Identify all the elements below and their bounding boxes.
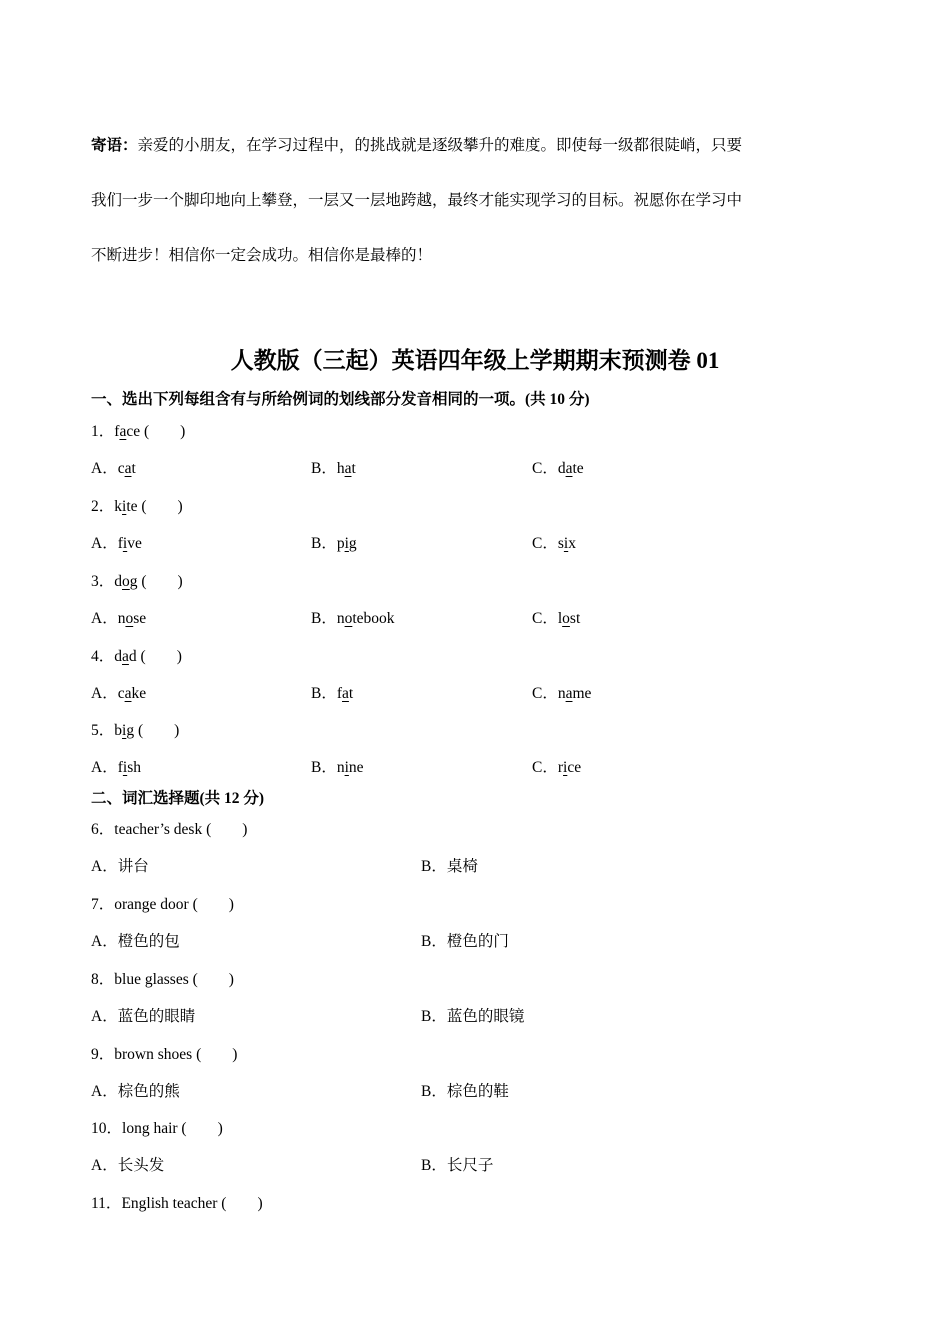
intro-line-1 [91,133,742,155]
underlined-letter: a [565,685,573,702]
word-part: ke [131,685,147,702]
q10-option-b[interactable] [421,1153,493,1175]
underlined-letter: i [122,498,127,515]
word-part: f [114,423,120,440]
word-part: b [114,722,123,739]
word-part: f [117,759,123,776]
word-part: f [117,535,123,552]
option-letter: C． [532,535,558,552]
question-number: 2． [91,498,115,515]
q5-option-b[interactable] [311,755,364,777]
word-part: d [114,573,123,590]
question-number: 6． [91,821,115,838]
word-part: t [131,460,136,477]
question-number: 9． [91,1046,115,1063]
question-5 [91,718,179,740]
question-text: long hair [122,1120,178,1137]
q1-option-c[interactable] [532,456,584,478]
section-1-heading: 一、选出下列每组含有与所给例词的划线部分发音相同的一项。(共 10 分) [91,391,590,408]
word-part: t [348,685,354,702]
question-number: 8． [91,971,115,988]
word-part: r [557,759,564,776]
word-part: t [351,460,356,477]
q9-option-a[interactable] [91,1079,180,1101]
underlined-letter: o [122,573,130,590]
word-part: d [128,648,137,665]
underlined-letter: a [342,685,349,702]
word-part: te [572,460,584,477]
question-text: teacher’s desk [114,821,203,838]
option-letter: B． [421,1083,447,1100]
option-letter: B． [421,933,447,950]
answer-blank[interactable]: ( ) [141,498,183,515]
question-number: 3． [91,573,115,590]
q8-option-b[interactable] [421,1004,524,1026]
q6-option-b[interactable] [421,854,478,876]
option-text: 蓝色的眼睛 [117,1008,196,1025]
intro-label: 寄语： [91,137,138,154]
option-letter: B． [421,1157,447,1174]
answer-blank[interactable]: ( ) [221,1195,263,1212]
word-part: g [348,535,357,552]
q5-option-c[interactable] [532,755,581,777]
q2-option-b[interactable] [311,531,357,553]
word-part: c [117,685,125,702]
word-part: p [336,535,345,552]
q8-option-a[interactable] [91,1004,195,1026]
q5-option-a[interactable] [91,755,141,777]
answer-blank[interactable]: ( ) [181,1120,223,1137]
underlined-letter: i [563,535,569,552]
word-part: d [557,460,566,477]
question-8 [91,967,234,989]
option-letter: C． [532,759,558,776]
answer-blank[interactable]: ( ) [206,821,248,838]
intro-text-1: 亲爱的小朋友，在学习过程中，的挑战就是逐级攀升的难度。即使每一级都很陡峭，只要 [137,137,743,154]
underlined-letter: i [122,759,128,776]
q1-option-a[interactable] [91,456,136,478]
option-letter: C． [532,460,558,477]
option-letter: A． [91,685,118,702]
q4-option-c[interactable] [532,681,591,703]
option-letter: A． [91,535,118,552]
option-text: 长头发 [117,1157,165,1174]
option-letter: A． [91,1083,118,1100]
word-part: s [557,535,564,552]
section-2-heading: 二、词汇选择题(共 12 分) [91,790,265,807]
underlined-letter: o [125,610,134,627]
underlined-letter: a [124,460,132,477]
q1-option-b[interactable] [311,456,356,478]
q4-option-a[interactable] [91,681,146,703]
word-part: me [572,685,592,702]
word-part: g [126,722,135,739]
page-title: 人教版（三起）英语四年级上学期期末预测卷 01 [230,348,720,373]
option-letter: C． [532,685,558,702]
question-number: 5． [91,722,115,739]
question-6 [91,817,247,839]
word-part: g [129,573,138,590]
q7-option-a[interactable] [91,929,180,951]
word-part: c [117,460,125,477]
option-letter: B． [311,685,337,702]
option-text: 橙色的门 [446,933,509,950]
question-4 [91,644,182,666]
q7-option-b[interactable] [421,929,509,951]
question-number: 1． [91,423,115,440]
option-text: 棕色的鞋 [446,1083,509,1100]
answer-blank[interactable]: ( ) [143,423,186,440]
word-part: x [568,535,576,552]
q3-option-a[interactable] [91,606,146,628]
word-part: f [336,685,343,702]
word-part: d [114,648,123,665]
option-text: 蓝色的眼镜 [446,1008,525,1025]
word-part: n [557,685,566,702]
option-text: 长尺子 [446,1157,494,1174]
answer-blank[interactable]: ( ) [141,573,183,590]
q4-option-b[interactable] [311,681,353,703]
question-7 [91,892,234,914]
question-11 [91,1191,263,1213]
q10-option-a[interactable] [91,1153,164,1175]
q3-option-b[interactable] [311,606,395,628]
word-part: n [336,759,345,776]
answer-blank[interactable]: ( ) [140,648,182,665]
option-letter: A． [91,460,118,477]
underlined-letter: a [122,648,129,665]
question-number: 11． [91,1195,122,1212]
question-text: blue glasses [114,971,189,988]
q9-option-b[interactable] [421,1079,509,1101]
underlined-letter: i [122,535,128,552]
underlined-letter: o [562,610,570,627]
q6-option-a[interactable] [91,854,149,876]
underlined-letter: a [124,685,132,702]
word-part: ce [567,759,582,776]
option-letter: A． [91,858,118,875]
answer-blank[interactable]: ( ) [192,971,234,988]
option-text: 棕色的熊 [117,1083,180,1100]
underlined-letter: a [344,460,352,477]
option-letter: A． [91,1008,118,1025]
option-letter: B． [311,535,337,552]
underlined-letter: i [122,722,127,739]
word-part: n [117,610,126,627]
option-letter: B． [311,610,337,627]
word-part: se [133,610,147,627]
question-number: 10． [91,1120,123,1137]
intro-line-2: 我们一步一个脚印地向上攀登，一层又一层地跨越，最终才能实现学习的目标。祝愿你在学习中 [91,192,743,209]
q2-option-c[interactable] [532,531,576,553]
question-number: 7． [91,896,115,913]
word-part: ne [348,759,364,776]
underlined-letter: i [344,759,349,776]
question-number: 4． [91,648,115,665]
option-text: 讲台 [117,858,149,875]
option-letter: C． [532,610,558,627]
option-letter: A． [91,933,118,950]
q3-option-c[interactable] [532,606,580,628]
word-part: st [569,610,581,627]
answer-blank[interactable]: ( ) [196,1046,238,1063]
question-1 [91,419,185,441]
question-9 [91,1042,237,1064]
underlined-letter: a [119,423,127,440]
answer-blank[interactable]: ( ) [137,722,180,739]
question-3 [91,569,183,591]
word-part: n [336,610,345,627]
option-text: 橙色的包 [117,933,180,950]
option-letter: B． [421,858,447,875]
q2-option-a[interactable] [91,531,142,553]
question-10 [91,1116,223,1138]
word-part: ve [127,535,142,552]
underlined-letter: a [565,460,573,477]
option-text: 桌椅 [446,858,478,875]
question-text: English teacher [121,1195,218,1212]
question-2 [91,494,183,516]
word-part: te [126,498,138,515]
question-text: orange door [114,896,189,913]
option-letter: A． [91,610,118,627]
word-part: tebook [352,610,395,627]
intro-line-3: 不断进步！相信你一定会成功。相信你是最棒的！ [91,247,433,264]
option-letter: A． [91,1157,118,1174]
word-part: k [114,498,123,515]
option-letter: A． [91,759,118,776]
word-part: h [336,460,345,477]
underlined-letter: o [344,610,353,627]
underlined-letter: i [563,759,568,776]
option-letter: B． [311,460,337,477]
underlined-letter: i [344,535,349,552]
word-part: sh [127,759,141,776]
answer-blank[interactable]: ( ) [192,896,234,913]
option-letter: B． [421,1008,447,1025]
question-text: brown shoes [114,1046,193,1063]
option-letter: B． [311,759,337,776]
word-part: l [557,610,563,627]
word-part: ce [126,423,141,440]
